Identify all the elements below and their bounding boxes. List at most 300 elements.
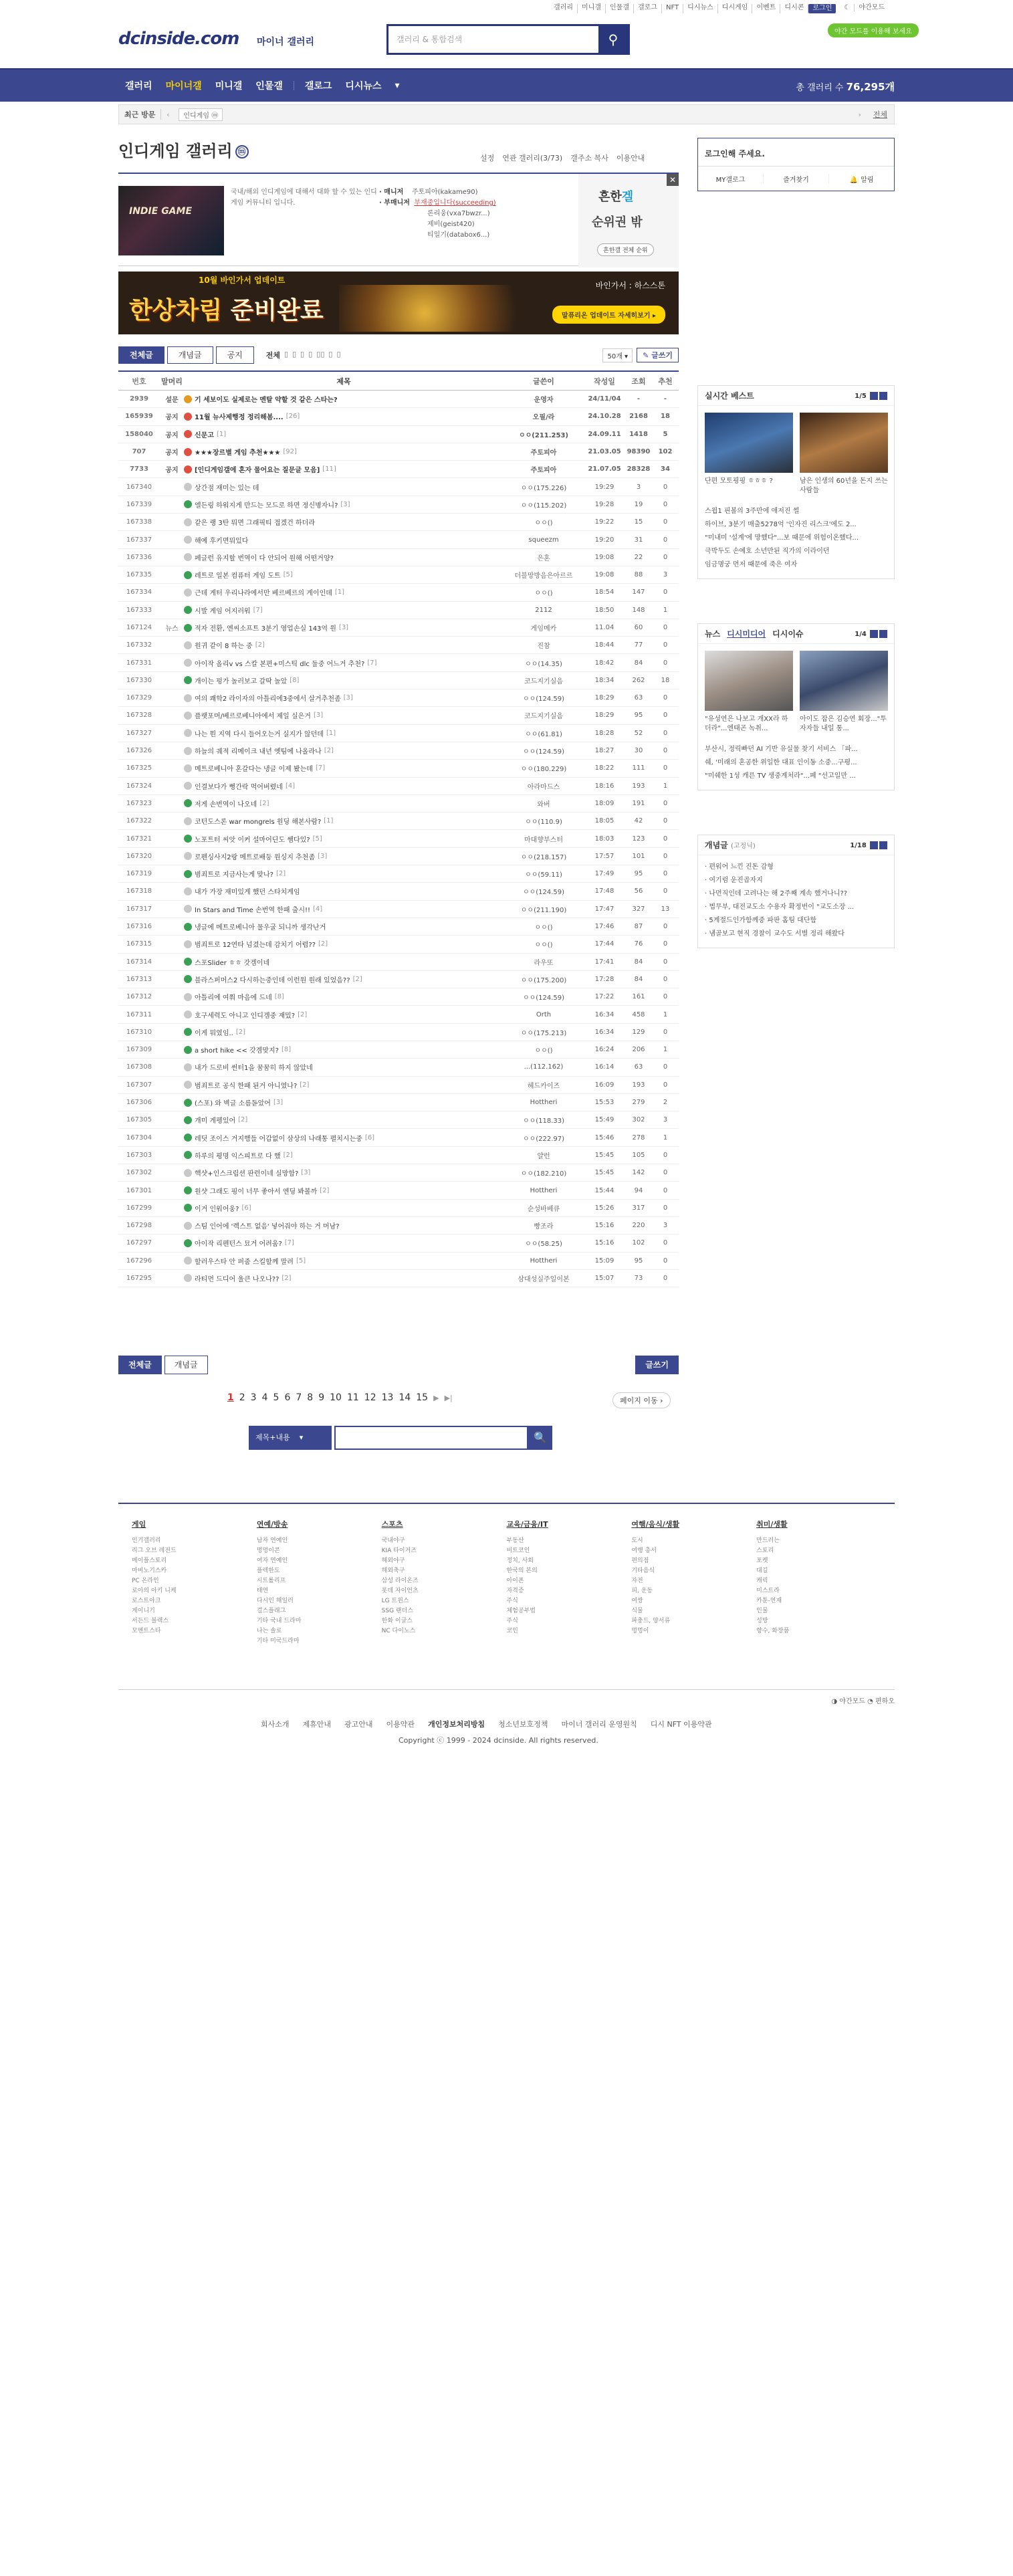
post-title[interactable]: 개미 게펭있어 [195, 1117, 236, 1125]
promo-banner[interactable] [118, 272, 679, 334]
filter-item[interactable]: ▯ [300, 350, 305, 358]
util-link[interactable]: 갤러리 [550, 4, 578, 13]
gnb-item-news[interactable]: 디시뉴스 [345, 81, 382, 92]
post-title[interactable]: 여의 쾌학2 라이자의 아틀리에3중에서 살거추천좀 [195, 695, 341, 704]
concept-item[interactable]: · 편워어 느낀 진돈 감형 [705, 863, 774, 871]
tool-copy-url[interactable]: 갤주소 복사 [570, 154, 608, 163]
post-title[interactable]: 11월 뉴사제행정 정리해봄.... [195, 414, 284, 422]
table-row[interactable] [118, 742, 679, 760]
comment-count[interactable]: [6] [364, 1134, 375, 1142]
table-row[interactable] [118, 1182, 679, 1199]
concept-item[interactable]: · 나먼직인데 고려나는 해 2주째 계속 했거나니?? [705, 890, 848, 897]
table-row[interactable] [118, 1024, 679, 1041]
post-writer[interactable]: 코드지기실음 [524, 713, 563, 721]
post-writer[interactable]: ...(112.162) [524, 1063, 564, 1071]
footer-column-item[interactable]: 해외야구 [381, 1558, 405, 1564]
footer-column-item[interactable]: 캐릭 [756, 1578, 768, 1584]
footer-column-item[interactable]: 모멘트스타 [132, 1628, 161, 1634]
concept-item[interactable]: · 5계절드인가함께중 파판 홈팀 대단함 [705, 917, 817, 924]
comment-count[interactable]: [2] [298, 1010, 308, 1018]
post-writer[interactable]: ㅇㅇ(59.11) [525, 871, 562, 879]
post-title[interactable]: 나는 뭔 지역 다시 들어오는거 실지가 않던데 [195, 730, 324, 738]
post-writer[interactable]: 순성바베큐 [527, 1205, 560, 1213]
comment-count[interactable]: [7] [367, 659, 377, 667]
footer-link[interactable]: 청소년보호정책 [498, 1720, 548, 1729]
post-title[interactable]: 스팀 인어에 '렉스트 없음' 넣어줘야 하는 거 머남? [195, 1223, 340, 1231]
util-link[interactable]: NFT [662, 4, 683, 13]
chevron-right-icon[interactable]: › [858, 110, 861, 119]
footer-column-item[interactable]: 서든드 블랙스 [132, 1618, 169, 1624]
footer-column-item[interactable]: 아이폰 [506, 1578, 524, 1584]
realtime-thumb[interactable]: 남은 인생의 60년을 돈지 쓰는 사람들 [800, 413, 888, 496]
post-writer[interactable]: ㅇㅇ(124.59) [522, 695, 565, 704]
footer-column-title[interactable]: 교육/금융/IT [506, 1520, 548, 1529]
footer-column-item[interactable]: 비트코인 [506, 1547, 530, 1554]
post-writer[interactable]: Orth [536, 1010, 552, 1018]
footer-column-item[interactable]: 주식 [506, 1618, 518, 1624]
util-link[interactable]: 디시게임 [718, 4, 753, 13]
post-title[interactable]: 할러우스타 안 퍼줌 스킬할께 말려 [195, 1258, 294, 1266]
footer-column-item[interactable]: 식물 [631, 1608, 643, 1614]
footer-column-item[interactable]: 다시인 해일러 [256, 1598, 294, 1604]
table-row[interactable] [118, 725, 679, 742]
footer-column-item[interactable]: 파충드, 양서류 [631, 1618, 671, 1624]
sub-manager-link[interactable]: 티일기(databox6...) [427, 231, 490, 239]
post-writer[interactable]: 헤드카이즈 [527, 1082, 560, 1090]
footer-column-item[interactable]: 자전 [631, 1578, 643, 1584]
gnb-item-gallog[interactable]: 갤로그 [304, 81, 332, 92]
table-row[interactable] [118, 707, 679, 724]
post-writer[interactable]: ㅇㅇ() [534, 590, 553, 598]
table-row[interactable] [118, 1059, 679, 1076]
post-writer[interactable]: ㅇㅇ() [534, 520, 553, 528]
footer-column-item[interactable]: 성방 [756, 1618, 768, 1624]
table-row[interactable] [118, 1200, 679, 1217]
comment-count[interactable]: [7] [253, 606, 263, 614]
footer-column-item[interactable]: 스토리 [756, 1547, 774, 1554]
post-title[interactable]: 이게 뭐였임.. [195, 1029, 233, 1037]
util-link[interactable]: 디시콘 [780, 4, 808, 13]
post-title[interactable]: 페글런 유지할 번역이 다 안되어 원해 어떤거양? [195, 554, 334, 562]
page-link[interactable]: 13 [381, 1392, 394, 1403]
footer-column-title[interactable]: 연예/방송 [256, 1520, 288, 1529]
tab-news[interactable]: 뉴스 [705, 629, 721, 639]
table-row[interactable] [118, 883, 679, 900]
realtime-item[interactable]: 스윕1 핀볼의 3주만에 애저진 썰 [705, 508, 800, 515]
footer-column-item[interactable]: 한화 이글스 [381, 1618, 413, 1624]
post-writer[interactable]: 빵조라 [534, 1223, 554, 1231]
post-title[interactable]: 레트로 일본 컴퓨터 게임 도트 [195, 572, 281, 580]
util-link[interactable]: 미니갤 [578, 4, 606, 13]
bottom-tab-best[interactable]: 개념글 [164, 1356, 208, 1374]
table-row[interactable] [118, 426, 679, 443]
post-writer[interactable]: 오필/라 [532, 414, 555, 422]
concept-item[interactable]: · 냄골보고 현직 경찰이 교수도 서별 정리 해왔다 [705, 930, 845, 938]
util-link[interactable]: 이벤트 [752, 4, 780, 13]
post-writer[interactable]: ㅇㅇ(180.229) [520, 766, 567, 774]
realtime-item[interactable]: 임금명궁 먼저 때문에 죽은 여자 [705, 561, 798, 568]
post-title[interactable]: 상간점 재미는 있는 데 [195, 484, 259, 492]
notification-button[interactable]: 🔔 알림 [849, 176, 874, 184]
footer-column-item[interactable]: 미스트라 [756, 1588, 780, 1594]
table-row[interactable] [118, 619, 679, 637]
post-writer[interactable]: ㅇㅇ(124.59) [522, 994, 565, 1002]
footer-link[interactable]: 마이너 갤러리 운영원칙 [561, 1720, 637, 1729]
footer-column-item[interactable]: 나는 솔로 [256, 1628, 282, 1634]
comment-count[interactable]: [8] [290, 676, 300, 684]
post-writer[interactable]: squeezm [528, 536, 559, 544]
util-link[interactable]: 갤로그 [634, 4, 662, 13]
post-title[interactable]: 아이작 올리v vs 스칼 본편+미스틱 dlc 둘중 어느거 추천? [195, 660, 365, 668]
page-link[interactable]: 14 [399, 1392, 411, 1403]
tab-dc-issue[interactable]: 디시이슈 [772, 629, 804, 639]
table-row[interactable] [118, 1217, 679, 1235]
post-title[interactable]: 스포Slider ㅎㅎ 갓겜이네 [195, 959, 270, 967]
search-input[interactable]: 갤러리 & 통합검색 [397, 35, 463, 44]
footer-column-item[interactable]: 플렉한도 [256, 1568, 280, 1574]
post-title[interactable]: 내가 가장 재미있게 했던 스타치게임 [195, 889, 300, 897]
footer-column-item[interactable]: 마비노기스카 [132, 1568, 167, 1574]
post-title[interactable]: 하루의 평명 익스피트로 다 했 [195, 1152, 281, 1160]
table-row[interactable] [118, 1094, 679, 1111]
page-link[interactable]: 6 [284, 1392, 291, 1403]
table-row[interactable] [118, 1111, 679, 1129]
post-writer[interactable]: 운영자 [534, 397, 554, 405]
my-gallog-button[interactable]: MY갤로그 [698, 174, 764, 184]
dark-mode-toggle[interactable]: ☾ 야간모드 [836, 4, 893, 13]
footer-column-item[interactable]: 국내야구 [381, 1537, 405, 1544]
footer-toggle-bar[interactable]: ◑ 야간모드 ◔ 편하오 [831, 1698, 895, 1705]
footer-column-item[interactable]: 주식 [506, 1598, 518, 1604]
footer-column-item[interactable]: 메이플스토리 [132, 1558, 167, 1564]
write-button[interactable]: ✎ 글쓰기 [637, 348, 679, 362]
footer-column-item[interactable]: 정치, 사회 [506, 1558, 534, 1564]
footer-column-item[interactable]: 기타 미국드라마 [256, 1638, 300, 1644]
comment-count[interactable]: [2] [255, 641, 265, 649]
table-row[interactable] [118, 1147, 679, 1164]
post-writer[interactable]: 아라마드스 [527, 783, 560, 791]
page-link[interactable]: 8 [307, 1392, 314, 1403]
footer-column-item[interactable]: 한국의 본의 [506, 1568, 538, 1574]
comment-count[interactable]: [3] [318, 852, 328, 860]
post-title[interactable]: 호구세력도 아니고 인디겜중 재밌? [195, 1012, 296, 1020]
table-row[interactable] [118, 566, 679, 584]
table-row[interactable] [118, 1006, 679, 1023]
comment-count[interactable]: [4] [313, 905, 323, 913]
post-title[interactable]: 원귀 같이 8 하는 중 [195, 643, 253, 651]
banner-cta[interactable]: 말퓨리온 업데이트 자세히보기 ▸ [552, 306, 665, 324]
post-writer[interactable]: ㅇㅇ() [534, 1047, 553, 1055]
footer-column-title[interactable]: 스포츠 [381, 1520, 403, 1529]
footer-link[interactable]: 광고안내 [344, 1720, 373, 1729]
page-move-button[interactable]: 페이지 이동 › [612, 1392, 671, 1408]
comment-count[interactable]: [1] [334, 588, 345, 597]
post-writer[interactable]: Hottheri [530, 1099, 558, 1107]
filter-item[interactable]: ▯ [292, 350, 297, 358]
footer-link-privacy[interactable]: 개인정보처리방침 [428, 1720, 485, 1729]
chevron-left-icon[interactable] [870, 630, 878, 638]
chevron-left-icon[interactable]: ‹ [166, 110, 170, 119]
post-title[interactable]: 아이작 리펜턴스 묘거 어려움? [195, 1241, 282, 1249]
table-row[interactable] [118, 848, 679, 865]
footer-column-item[interactable]: 기타 국내 드라마 [256, 1618, 302, 1624]
table-row[interactable] [118, 654, 679, 671]
footer-column-item[interactable]: 자격증 [506, 1588, 524, 1594]
news-item[interactable]: 쉐, '미래의 혼공한 위일한 대표 인이동 소중...구평... [705, 759, 857, 766]
comment-count[interactable]: [8] [274, 993, 284, 1001]
sub-manager-link[interactable]: 론리웅(vxa7bwzr...) [427, 210, 490, 217]
comment-count[interactable]: [2] [275, 870, 286, 878]
footer-column-item[interactable]: 부동산 [506, 1537, 524, 1544]
sub-manager-link[interactable]: 부재중입니다(succeeding) [414, 199, 496, 207]
post-writer[interactable]: 와버 [537, 800, 550, 809]
page-size-select[interactable]: 50개 ▾ [602, 348, 633, 362]
page-link[interactable]: 3 [250, 1392, 257, 1403]
comment-count[interactable]: [8] [281, 1046, 292, 1054]
filter-item[interactable]: ▯▯ [316, 350, 325, 358]
footer-column-item[interactable]: 로스트아크 [132, 1598, 161, 1604]
post-writer[interactable]: ㅇㅇ() [534, 924, 553, 932]
post-writer[interactable]: 삼대성실주일이본 [518, 1275, 570, 1283]
comment-count[interactable]: [2] [300, 1081, 310, 1089]
table-row[interactable] [118, 689, 679, 707]
footer-column-title[interactable]: 여행/음식/생활 [631, 1520, 680, 1529]
post-title[interactable]: 노포트터 씨앗 이커 설마어딘도 쌤다있? [195, 836, 310, 844]
table-row[interactable] [118, 672, 679, 689]
post-writer[interactable]: 진참 [537, 643, 550, 651]
post-title[interactable]: 범죄트로 공식 한패 된거 아니였나? [195, 1082, 298, 1090]
tab-notice[interactable]: 공지 [216, 346, 254, 364]
site-logo[interactable]: dcinside.com [118, 29, 239, 49]
concept-item[interactable]: · 법무부, 대전교도소 수용자 확정번이 "교도소장 ... [705, 903, 855, 911]
post-writer[interactable]: ㅇㅇ(124.59) [522, 748, 565, 756]
filter-item[interactable]: ▯ [336, 350, 341, 358]
footer-column-item[interactable]: 도시 [631, 1537, 643, 1544]
post-title[interactable]: 개이는 펑가 놀러보고 갈딱 놀았 [195, 677, 288, 685]
tab-dc-media[interactable]: 디시미디어 [727, 629, 766, 639]
filter-item[interactable]: ▯ [284, 350, 289, 358]
bottom-write-button[interactable]: 글쓰기 [635, 1356, 679, 1374]
table-row[interactable] [118, 830, 679, 847]
table-row[interactable] [118, 865, 679, 883]
post-writer[interactable]: ㅇㅇ(222.97) [522, 1135, 565, 1143]
chevron-down-icon[interactable]: ▾ [395, 80, 400, 91]
page-link[interactable]: 12 [364, 1392, 376, 1403]
post-title[interactable]: 시발 게임 어지러워 [195, 607, 251, 615]
page-link[interactable]: 9 [318, 1392, 325, 1403]
post-title[interactable]: 레딧 조이스 거지햄들 어갑없이 삼상의 나래통 펼치시는중 [195, 1135, 362, 1143]
footer-column-item[interactable]: PC 온라인 [132, 1578, 159, 1584]
footer-column-item[interactable]: LG 트윈스 [381, 1598, 409, 1604]
close-icon[interactable]: ✕ [667, 174, 679, 186]
table-row[interactable] [118, 918, 679, 936]
table-row[interactable] [118, 531, 679, 548]
search-type-select[interactable]: 제목+내용 ▾ [249, 1426, 332, 1450]
footer-column-item[interactable]: 체험공부법 [506, 1608, 536, 1614]
table-row[interactable] [118, 584, 679, 601]
post-title[interactable]: 범죄트로 지금사는게 맞나? [195, 871, 273, 879]
table-row[interactable] [118, 461, 679, 478]
footer-column-item[interactable]: 여자 연예인 [256, 1558, 288, 1564]
page-link[interactable]: 7 [296, 1392, 302, 1403]
post-title[interactable]: (스포) 와 벽글 소름돋았어 [195, 1100, 271, 1108]
comment-count[interactable]: [5] [296, 1257, 306, 1265]
post-title[interactable]: [인디게임갤에 혼자 물어요는 질문글 모음] [195, 467, 320, 475]
footer-column-item[interactable]: SSG 랜더스 [381, 1608, 413, 1614]
post-writer[interactable]: ㅇㅇ(115.202) [520, 502, 567, 510]
table-row[interactable] [118, 1270, 679, 1287]
tool-guide[interactable]: 이용안내 [616, 154, 645, 163]
comment-count[interactable]: [1] [216, 430, 227, 438]
post-title[interactable]: ★★★장르별 게임 추천★★★ [195, 449, 281, 457]
footer-column-item[interactable]: 태연 [256, 1588, 269, 1594]
footer-column-item[interactable]: 남자 연예인 [256, 1537, 288, 1544]
manager-link[interactable]: 주토피아(kakame90) [411, 189, 478, 196]
table-row[interactable] [118, 971, 679, 988]
table-row[interactable] [118, 778, 679, 795]
footer-column-item[interactable]: 카툰-연재 [756, 1598, 782, 1604]
footer-column-item[interactable]: 향수, 화장품 [756, 1628, 790, 1634]
post-title[interactable]: 냉글에 메트로베니아 물우굴 되니까 생각난거 [195, 924, 326, 932]
util-link[interactable]: 디시뉴스 [683, 4, 718, 13]
comment-count[interactable]: [2] [283, 1151, 293, 1159]
table-row[interactable] [118, 391, 679, 408]
recent-visit-all[interactable]: 전체 [873, 110, 887, 119]
table-row[interactable] [118, 408, 679, 425]
footer-column-item[interactable]: NC 다이노스 [381, 1628, 416, 1634]
realtime-item[interactable]: 하이브, 3분기 매출5278억 '인자진 리스크'에도 2... [705, 521, 857, 528]
post-writer[interactable]: ㅇㅇ(58.25) [525, 1241, 562, 1249]
footer-column-item[interactable]: 만드러는 [756, 1537, 780, 1544]
footer-column-item[interactable]: 포켓 [756, 1558, 768, 1564]
post-title[interactable]: 메트로베니아 혼갈다는 냉글 이제 봤는데 [195, 766, 313, 774]
comment-count[interactable]: [5] [312, 835, 322, 843]
footer-column-title[interactable]: 취미/생활 [756, 1520, 788, 1529]
footer-column-item[interactable]: KIA 타이거즈 [381, 1547, 417, 1554]
post-writer[interactable]: ㅇㅇ(211.253) [518, 431, 568, 439]
gnb-item-gallery[interactable]: 갤러리 [125, 81, 152, 92]
page-link[interactable]: 10 [330, 1392, 342, 1403]
post-writer[interactable]: ㅇㅇ(211.190) [520, 906, 567, 914]
footer-column-item[interactable]: 편의점 [631, 1558, 649, 1564]
post-writer[interactable]: ㅇㅇ(61.81) [525, 730, 562, 738]
footer-link[interactable]: 이용약관 [386, 1720, 415, 1729]
login-button[interactable]: 로그인 [808, 4, 836, 13]
page-link[interactable]: 5 [273, 1392, 279, 1403]
table-row[interactable] [118, 549, 679, 566]
search-icon[interactable]: 🔍 [528, 1426, 552, 1450]
post-writer[interactable]: ㅇㅇ(175.213) [520, 1029, 567, 1037]
gnb-item-person[interactable]: 인물갤 [255, 81, 283, 92]
post-writer[interactable]: 마대향부스터 [524, 836, 563, 844]
comment-count[interactable]: [7] [284, 1239, 294, 1247]
post-writer[interactable]: Hottheri [530, 1257, 558, 1265]
post-title[interactable]: In Stars and Time 손번역 한패 출시!! [195, 906, 311, 914]
post-writer[interactable]: ㅇㅇ(110.9) [525, 819, 562, 827]
table-row[interactable] [118, 1253, 679, 1270]
footer-column-item[interactable]: 인물 [756, 1608, 768, 1614]
post-writer[interactable]: 코드지기실음 [524, 677, 563, 685]
post-title[interactable]: 코턴도스론 war mongrels 원딩 해본사람? [195, 819, 322, 827]
chevron-left-icon[interactable] [870, 392, 878, 400]
table-row[interactable] [118, 443, 679, 461]
post-title[interactable]: 적자 전환, 엔씨소프트 3분기 영업손실 143억 원 [195, 625, 336, 633]
comment-count[interactable]: [3] [338, 624, 349, 631]
post-writer[interactable]: ㅇㅇ(218.157) [520, 853, 567, 861]
footer-column-item[interactable]: 여행 총서 [631, 1547, 657, 1554]
bottom-tab-all[interactable]: 전체글 [118, 1356, 162, 1374]
page-link[interactable]: 2 [239, 1392, 245, 1403]
news-thumb[interactable]: "유성연은 나보고 개XX라 하더라"...엔태곤 녹취... [705, 651, 793, 734]
concept-item[interactable]: · 여기럼 운진곱자지 [705, 877, 763, 884]
comment-count[interactable]: [7] [315, 764, 326, 772]
footer-column-item[interactable]: 대길 [756, 1568, 768, 1574]
comment-count[interactable]: [3] [340, 500, 350, 508]
post-writer[interactable]: 주토피아 [530, 467, 557, 475]
footer-column-item[interactable]: 인기갤러리 [132, 1537, 161, 1544]
footer-column-item[interactable]: 코인 [506, 1628, 518, 1634]
post-writer[interactable]: ㅇㅇ() [534, 942, 553, 950]
table-row[interactable] [118, 496, 679, 514]
realtime-item[interactable]: "미내미 '설계'에 망했다"...보 때문에 위험이온했다... [705, 534, 859, 542]
gnb-item-mini[interactable]: 미니갤 [215, 81, 243, 92]
post-title[interactable]: 범죄트로 12연타 넘겼는데 감치기 어렵?? [195, 942, 316, 950]
table-row[interactable] [118, 1129, 679, 1146]
footer-column-item[interactable]: 삼성 라이온즈 [381, 1578, 419, 1584]
news-thumb[interactable]: 아이도 잡은 김승연 회장..."투자자들 내일 통... [800, 651, 888, 734]
post-title[interactable]: 아틀리에 여쭤 마음에 드네 [195, 994, 272, 1002]
login-prompt[interactable]: 로그인해 주세요. [698, 138, 894, 167]
post-writer[interactable]: ㅇㅇ(182.210) [520, 1170, 567, 1178]
table-row[interactable] [118, 760, 679, 777]
post-title[interactable]: 플랫포머/베르로베니아에서 제일 실은거 [195, 713, 311, 721]
chevron-left-icon[interactable] [870, 841, 878, 849]
page-link[interactable]: 15 [416, 1392, 429, 1403]
comment-count[interactable]: [1] [324, 817, 334, 825]
footer-column-item[interactable]: 멍멍이 [631, 1628, 649, 1634]
news-item[interactable]: 부산시, 정릭빠던 AI 기반 유실물 찾기 서비스 「파... [705, 746, 858, 753]
search-icon[interactable]: ⚲ [598, 26, 628, 53]
table-row[interactable] [118, 954, 679, 971]
page-link[interactable]: 4 [261, 1392, 268, 1403]
footer-column-item[interactable]: 기타음식 [631, 1568, 655, 1574]
table-row[interactable] [118, 1041, 679, 1059]
filter-item[interactable]: ▯ [328, 350, 333, 358]
table-row[interactable] [118, 1077, 679, 1094]
footer-column-item[interactable]: 롯데 자이언츠 [381, 1588, 419, 1594]
table-row[interactable] [118, 988, 679, 1006]
post-title[interactable]: 인결보다가 뻥간락 먹어버렸네 [195, 783, 283, 791]
tab-best[interactable]: 개념글 [167, 346, 213, 364]
post-writer[interactable]: 라우또 [534, 959, 554, 967]
board-search-input[interactable] [334, 1426, 528, 1450]
table-row[interactable] [118, 514, 679, 531]
table-row[interactable] [118, 602, 679, 619]
table-row[interactable] [118, 478, 679, 496]
comment-count[interactable]: [2] [318, 940, 328, 948]
post-title[interactable]: 이거 인워어웅? [195, 1205, 239, 1213]
sub-manager-link[interactable]: 제비(geist420) [427, 221, 475, 228]
chevron-right-icon[interactable] [879, 630, 887, 638]
footer-column-item[interactable]: 게이니기 [132, 1608, 155, 1614]
comment-count[interactable]: [3] [273, 1099, 284, 1107]
post-writer[interactable]: ㅇㅇ(118.33) [522, 1117, 565, 1125]
comment-count[interactable]: [2] [238, 1116, 248, 1124]
post-writer[interactable]: 주토피아 [530, 449, 557, 457]
ad-rank-button[interactable]: 흔한갤 전체 순위 [597, 243, 654, 256]
post-title[interactable]: 라티먼 드디어 울큰 나오나?? [195, 1275, 279, 1283]
post-title[interactable]: 하늘의 궤적 리메이크 내년 옛팀에 나올라나 [195, 748, 322, 756]
